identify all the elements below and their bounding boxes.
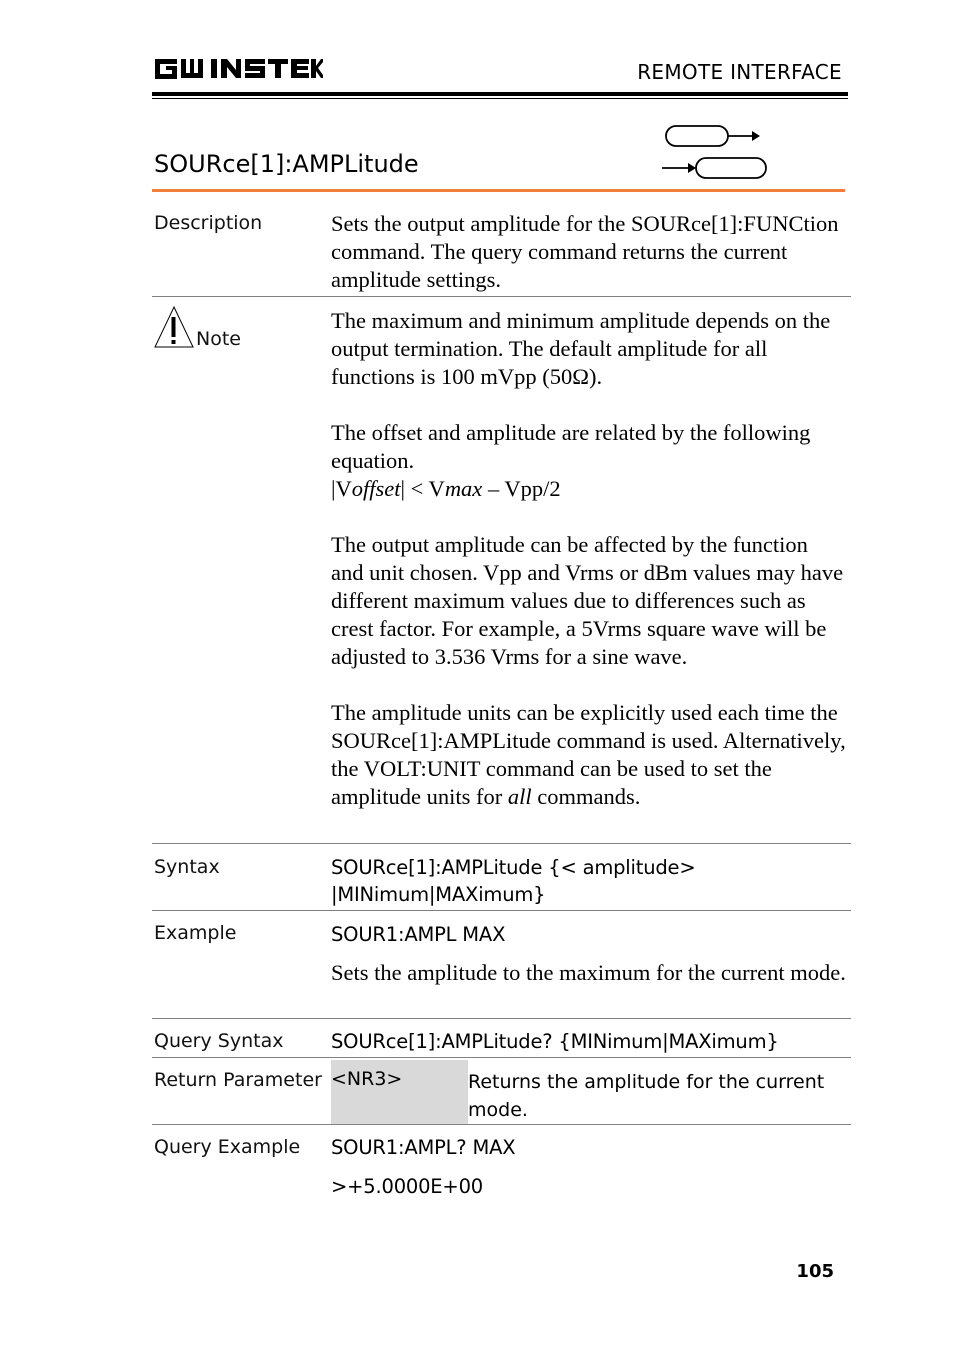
syntax-command	[331, 854, 695, 908]
syntax-label: Syntax	[154, 856, 220, 878]
row-divider	[152, 1018, 851, 1019]
note-paragraph-2: The offset and amplitude are related by the following equation.	[331, 420, 811, 473]
row-divider	[152, 910, 851, 911]
gw-instek-logo	[153, 55, 323, 87]
return-parameter-value: <NR3>	[331, 1068, 403, 1090]
query-syntax-command: SOURce[1]:AMPLitude? {MINimum|MAXimum}	[331, 1030, 779, 1053]
query-example-command: SOUR1:AMPL? MAX	[331, 1136, 516, 1159]
query-example-response: >+5.0000E+00	[331, 1175, 483, 1198]
header-rule-thin	[152, 98, 848, 99]
row-divider	[152, 1124, 851, 1125]
warning-icon	[153, 305, 195, 353]
query-example-label: Query Example	[154, 1136, 301, 1158]
header-rule	[152, 92, 848, 96]
syntax-line-1: SOURce[1]:AMPLitude {< amplitude>	[331, 856, 696, 879]
set-command-icon	[666, 126, 760, 146]
description-text	[331, 210, 846, 294]
query-syntax-label: Query Syntax	[154, 1030, 284, 1052]
note-paragraph-1: The maximum and minimum amplitude depends on the output termination. The default amplitude for all functions is 100 mVpp (50Ω).	[331, 308, 831, 389]
note-label: Note	[196, 328, 241, 350]
note-text	[331, 307, 846, 811]
note-paragraph-4: The amplitude units can be explicitly used each time the SOURce[1]:AMPLitude command is used. Alternatively, the VOLT:UNIT command can be used to set the amplitude units for all commands.	[331, 700, 846, 809]
example-paragraph: Sets the amplitude to the maximum for the current mode.	[331, 960, 846, 985]
row-divider	[152, 296, 851, 297]
note-paragraph-3: The output amplitude can be affected by the function and unit chosen. Vpp and Vrms or dBm values may have different maximum values due to differences such as crest factor. For example, a 5Vrms square wave will be adjusted to 3.536 Vrms for a sine wave.	[331, 532, 844, 669]
note-equation: |Voffset| < Vmax – Vpp/2	[331, 476, 561, 501]
title-rule	[152, 189, 845, 192]
row-divider	[152, 1057, 851, 1058]
example-text	[331, 959, 846, 987]
return-parameter-description: Returns the amplitude for the current mode.	[468, 1071, 825, 1121]
command-title: SOURce[1]:AMPLitude	[154, 150, 419, 178]
page-number: 105	[796, 1261, 834, 1282]
row-divider	[152, 843, 851, 844]
description-paragraph: Sets the output amplitude for the SOURce[1]:FUNCtion command. The query command returns the current amplitude settings.	[331, 211, 839, 292]
return-parameter-label: Return Parameter	[154, 1069, 322, 1091]
description-label: Description	[154, 212, 263, 234]
section-title: REMOTE INTERFACE	[637, 60, 842, 84]
syntax-line-2: |MINimum|MAXimum}	[331, 883, 546, 906]
query-command-icon	[662, 158, 766, 178]
command-type-icons	[660, 122, 770, 186]
example-label: Example	[154, 922, 237, 944]
example-command: SOUR1:AMPL MAX	[331, 923, 506, 946]
